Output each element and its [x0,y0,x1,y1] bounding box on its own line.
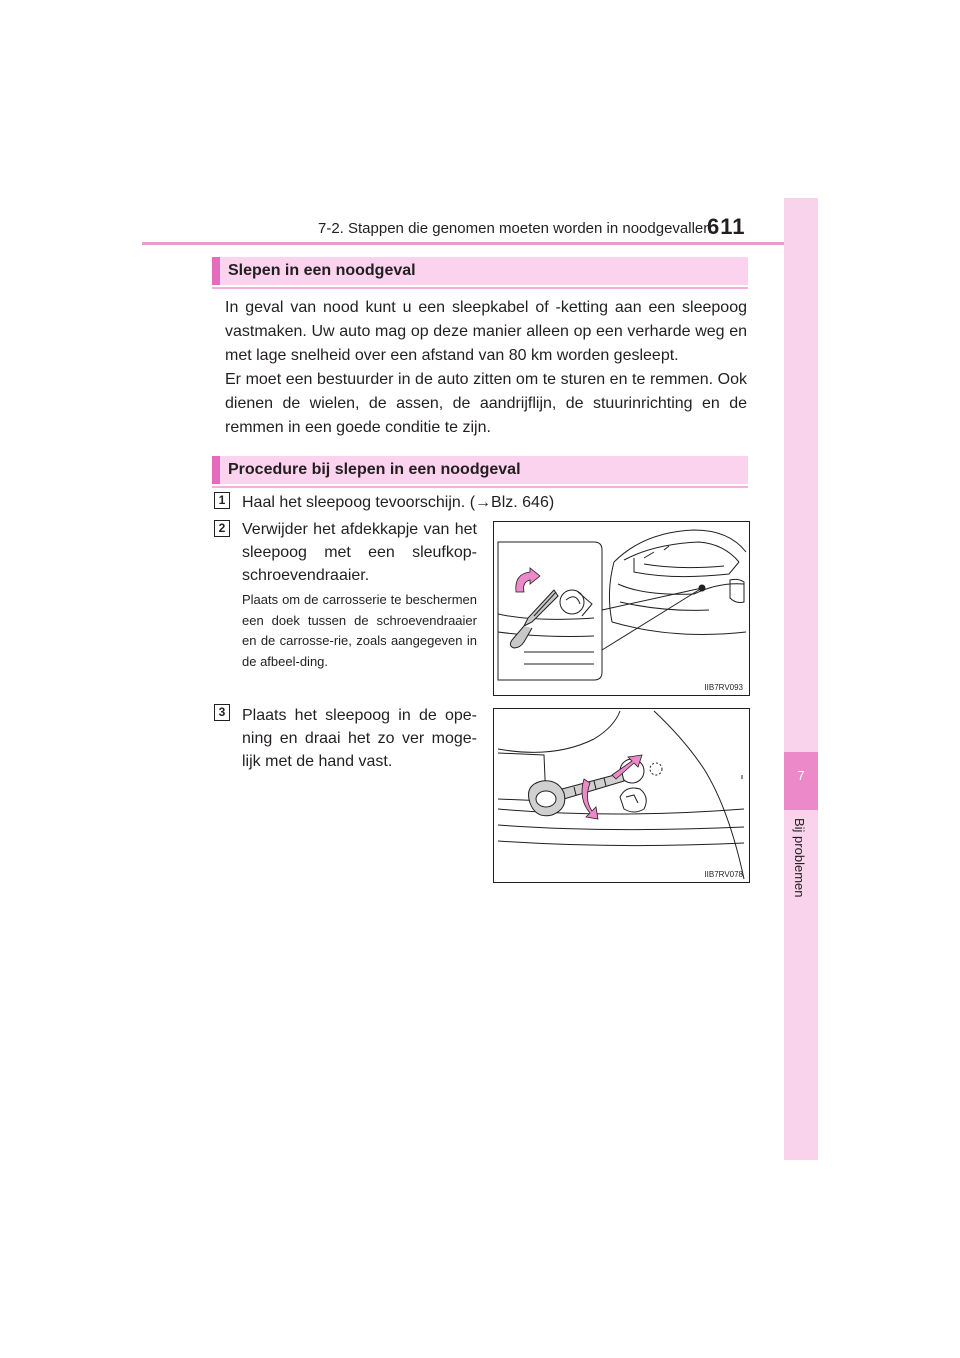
chapter-label-text: Bij problemen [792,818,807,898]
section-heading-towing-procedure [212,456,748,484]
page-number: 611 [707,214,746,239]
cover-removal-illustration [494,522,749,695]
section-heading-text: Slepen in een noodgeval [228,262,416,279]
insert-arrow-icon [612,755,642,779]
section-heading-text: Procedure bij slepen in een noodgeval [228,461,521,478]
chapter-number: 7 [797,768,805,783]
section-heading-emergency-towing [212,257,748,285]
chapter-side-tab [784,198,818,1160]
towing-eye-illustration [494,709,749,882]
step-2-note: Plaats om de carrosserie te beschermen een doek tussen de schroevendraaier en de carrosse-rie, zoals aangegeven in de afbeel-ding. [242,592,477,669]
figure-towing-eye-install [493,708,750,883]
step-3-text: Plaats het sleepoog in de ope-ning en draai het zo ver moge-lijk met de hand vast. [242,707,477,770]
figure-cover-removal [493,521,750,696]
step-2-text: Verwijder het afdekkapje van het sleepoog met een sleufkop-schroevendraaier. [242,521,477,584]
figure-code: IIB7RV078 [704,870,743,879]
step-1-text: Haal het sleepoog tevoorschijn. (→Blz. 646) [242,494,555,511]
step-number-2: 2 [214,520,230,537]
header-divider [142,242,818,245]
intro-text [225,296,747,440]
running-header-title: 7-2. Stappen die genomen moeten worden in noodgevallen [318,220,712,237]
figure-code: IIB7RV093 [704,683,743,692]
step-number-1: 1 [214,492,230,509]
intro-paragraph-2: Er moet een bestuurder in de auto zitten om te sturen en te remmen. Ook dienen de wielen, de assen, de aandrijflijn, de stuurinrichting en de remmen in een goede conditie te zijn. [225,371,747,436]
intro-paragraph-1: In geval van nood kunt u een sleepkabel of -ketting aan een sleepoog vastmaken. Uw auto mag op deze manier alleen op een verharde weg en met lage snelheid over een afstand van 80 km worden gesleept. [225,299,747,364]
step-number-3: 3 [214,704,230,721]
chapter-label [784,818,818,938]
